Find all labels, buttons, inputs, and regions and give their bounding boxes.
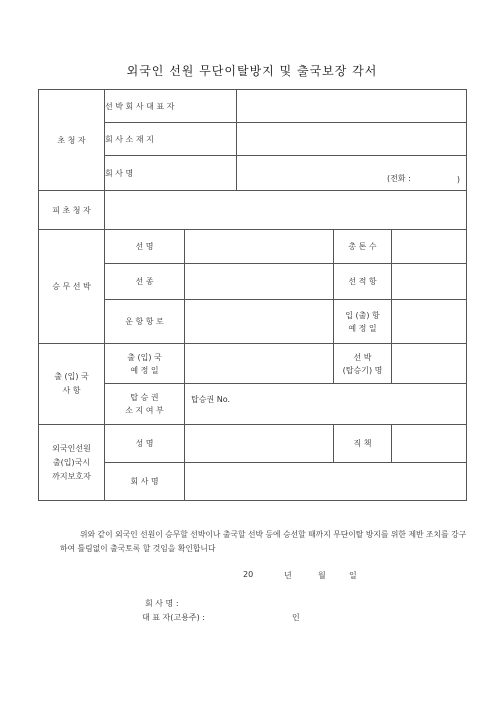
guardian-position-label: 직 책: [334, 425, 392, 463]
ticket-label-line1: 탑 승 권: [130, 393, 159, 402]
route-field[interactable]: [185, 300, 334, 344]
flight-vessel-label-line2: (탑승기) 명: [342, 365, 383, 375]
registry-port-label: 선 적 항: [334, 264, 392, 300]
registry-port-field[interactable]: [392, 264, 467, 300]
entry-date-field[interactable]: [185, 344, 334, 384]
company-name-label: 회 사 명: [105, 156, 237, 191]
signature-seal: 인: [292, 613, 300, 622]
statement-text: [60, 528, 470, 556]
phone-close: ): [456, 175, 461, 184]
guardian-position-field[interactable]: [392, 425, 467, 463]
entry-exit-section-label: [39, 344, 105, 425]
ship-type-field[interactable]: [185, 264, 334, 300]
guardian-section-line1: 외국인선원: [52, 443, 91, 453]
statement-line1: 위와 같이 외국인 선원이 승무할 선박이나 출국할 선박 등에 승선할 때까지 무단이탈 방지를 위한: [80, 530, 406, 539]
invitee-section-label: 피 초 청 자: [39, 191, 105, 230]
ticket-number-field[interactable]: 탑승권 No.: [185, 384, 467, 425]
guardian-name-label: 성 명: [105, 425, 185, 463]
port-date-label-line2: 예 정 일: [348, 323, 377, 333]
port-date-label: [334, 300, 392, 344]
guardian-section-line2: 출(입)국시: [52, 457, 91, 467]
guardian-name-field[interactable]: [185, 425, 334, 463]
signature-company-label: 회 사 명 :: [145, 599, 179, 608]
statement-line2: 제반 조치를 강구하여 틀림없이 출국토록 할 것임을 확인합니다: [60, 530, 467, 553]
document-title: 외국인 선원 무단이탈방지 및 출국보장 각서: [126, 64, 378, 78]
invitee-field[interactable]: [105, 191, 467, 230]
vessel-section-label: 승 무 선 박: [39, 230, 105, 344]
guardian-section-line3: 까지보호자: [52, 471, 91, 481]
flight-vessel-label: [334, 344, 392, 384]
entry-date-label-line1: 출 (입) 국: [127, 352, 162, 362]
ticket-label-line2: 소 지 여 부: [125, 406, 164, 415]
ship-type-label: 선 종: [105, 264, 185, 300]
entry-exit-section-line2: 사 항: [62, 386, 81, 395]
company-rep-label: 선 박 회 사 대 표 자: [105, 90, 237, 123]
flight-vessel-label-line1: 선 박: [353, 352, 372, 362]
date-year-unit: 년: [284, 571, 292, 580]
signature-rep-label: 대 표 자(고용주) :: [142, 613, 205, 622]
date-year: 20: [243, 570, 254, 579]
gross-tonnage-label: 총 톤 수: [334, 230, 392, 264]
date-month-unit: 월: [318, 571, 326, 580]
entry-date-label: [105, 344, 185, 384]
company-address-label: 회 사 소 재 지: [105, 123, 237, 156]
gross-tonnage-field[interactable]: [392, 230, 467, 264]
entry-date-label-line2: 예 정 일: [130, 365, 159, 375]
company-name-field[interactable]: [237, 156, 467, 191]
entry-exit-section-line1: 출 (입) 국: [54, 372, 89, 381]
port-date-label-line1: 입 (출) 항: [345, 310, 380, 320]
guardian-company-label: 회 사 명: [105, 463, 185, 501]
inviter-section-label: 초 청 자: [39, 90, 105, 191]
port-date-field[interactable]: [392, 300, 467, 344]
date-day-unit: 일: [349, 571, 357, 580]
company-address-field[interactable]: [237, 123, 467, 156]
company-rep-field[interactable]: [237, 90, 467, 123]
pledge-form-table: [38, 89, 467, 501]
route-label: 운 항 항 로: [105, 300, 185, 344]
guardian-company-field[interactable]: [185, 463, 467, 501]
flight-vessel-field[interactable]: [392, 344, 467, 384]
ship-name-field[interactable]: [185, 230, 334, 264]
ticket-label: [105, 384, 185, 425]
phone-label: (전화 :: [387, 174, 411, 183]
guardian-section-label: [39, 425, 105, 501]
ship-name-label: 선 명: [105, 230, 185, 264]
